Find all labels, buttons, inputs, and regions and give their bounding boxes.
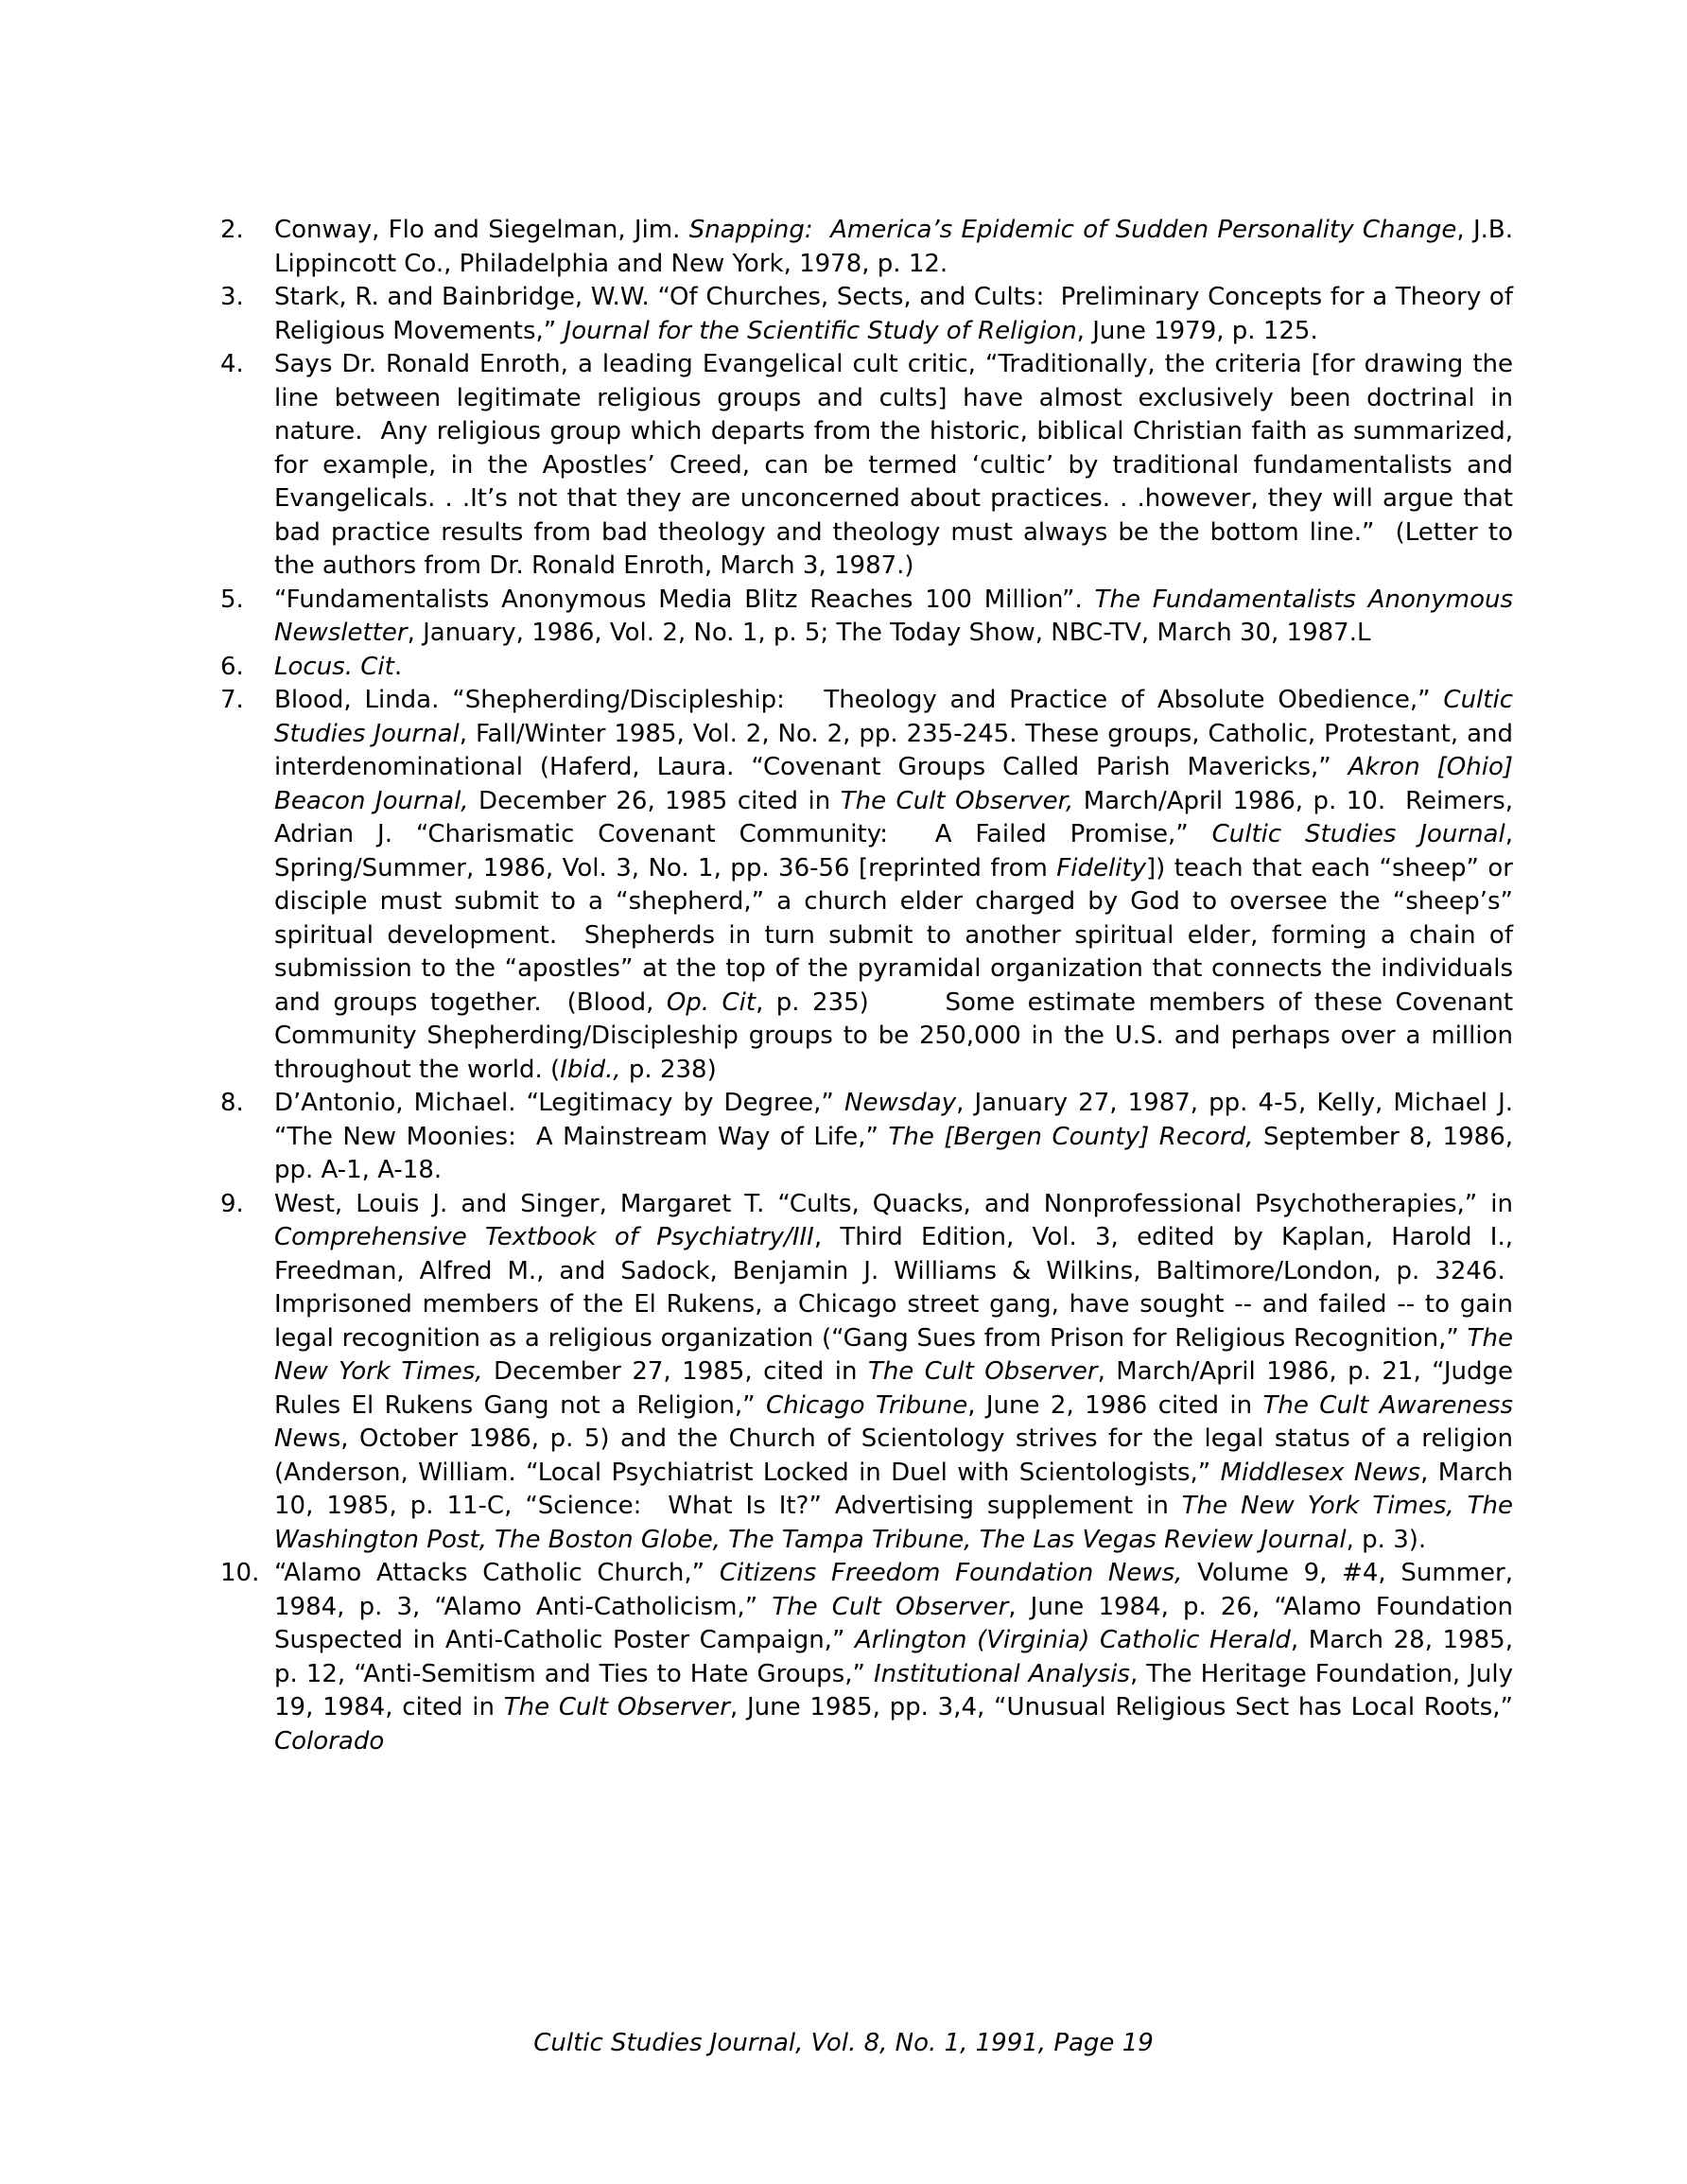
reference-text-segment: Fidelity bbox=[1056, 853, 1146, 882]
reference-text-segment: , March/April 1986, p. 21, “Judge Rules El Rukens Gang not a Religion,” bbox=[274, 1357, 1513, 1420]
reference-text-segment: , Third Edition, Vol. 3, edited by Kaplan, Harold I., Freedman, Alfred M., and Sadock, Benjamin J. Williams & Wilkins, Baltimore/London, p. 3246. Imprisoned members of the El Rukens, a Chicago street gang, have sought -- and failed -- to gain legal recognition as a religious organization (“Gang Sues from Prison for Religious Recognition,” bbox=[274, 1223, 1513, 1353]
reference-text-segment: , Spring/Summer, 1986, Vol. 3, No. 1, pp. 36-56 [reprinted from bbox=[274, 820, 1513, 882]
reference-item bbox=[220, 1087, 1513, 1188]
reference-text-segment: Snapping: America’s Epidemic of Sudden Personality Change bbox=[688, 216, 1457, 244]
reference-text-segment: September 8, 1986, pp. A-1, A-18. bbox=[274, 1122, 1513, 1184]
reference-text-segment: , The Heritage Foundation, July 19, 1984, cited in bbox=[274, 1659, 1513, 1721]
reference-text-segment: D’Antonio, Michael. “Legitimacy by Degree,” bbox=[274, 1089, 844, 1117]
reference-text-segment: Chicago Tribune bbox=[766, 1390, 968, 1420]
reference-text-segment: The Cult Observer, bbox=[840, 786, 1074, 815]
reference-item bbox=[220, 214, 1513, 281]
reference-text-segment: December 26, 1985 cited in bbox=[468, 786, 841, 815]
reference-text bbox=[274, 686, 1513, 1084]
reference-number: 10. bbox=[220, 1559, 260, 1587]
reference-item bbox=[220, 584, 1513, 651]
reference-text-segment: Blood, Linda. “Shepherding/Discipleship: Theology and Practice of Absolute Obedience,” bbox=[274, 686, 1444, 714]
reference-text-segment: The New York Times, bbox=[274, 1323, 1513, 1386]
reference-item bbox=[220, 281, 1513, 348]
reference-text-segment: Cultic Studies Journal bbox=[1211, 820, 1505, 848]
reference-text-segment: Akron [Ohio] Beacon Journal, bbox=[274, 753, 1514, 815]
reference-number: 5. bbox=[220, 585, 244, 614]
reference-text-segment: , June 1979, p. 125. bbox=[1076, 316, 1318, 345]
reference-text-segment: “Fundamentalists Anonymous Media Blitz Reaches 100 Million”. bbox=[274, 585, 1095, 614]
reference-text bbox=[274, 653, 402, 681]
reference-text bbox=[274, 1190, 1513, 1554]
reference-text bbox=[274, 1559, 1513, 1756]
reference-text bbox=[274, 283, 1513, 345]
reference-text-segment: Ibid., bbox=[560, 1055, 621, 1084]
reference-text-segment: The Cult Observer bbox=[867, 1357, 1098, 1386]
reference-text-segment: Middlesex News bbox=[1220, 1458, 1421, 1487]
reference-item bbox=[220, 1557, 1513, 1758]
page-footer: Cultic Studies Journal, Vol. 8, No. 1, 1991, Page 19 bbox=[533, 2029, 1154, 2057]
reference-text-segment: The Cult Awareness Ne bbox=[274, 1390, 1514, 1453]
reference-text-segment: Volume 9, #4, Summer, 1984, p. 3, “Alamo Anti-Catholicism,” bbox=[274, 1559, 1513, 1621]
reference-number: 2. bbox=[220, 216, 244, 244]
reference-item bbox=[220, 1188, 1513, 1558]
reference-text-segment: The [Bergen County] Record, bbox=[888, 1122, 1254, 1151]
reference-text-segment: Conway, Flo and Siegelman, Jim. bbox=[274, 216, 689, 244]
reference-text-segment: The New York Times, The Washington Post, The Boston Globe, The Tampa Tribune, The Las Vegas Review Journal bbox=[274, 1492, 1514, 1554]
reference-text-segment: Locus. Cit bbox=[274, 652, 394, 681]
reference-text-segment: The Cult Observer bbox=[503, 1693, 730, 1721]
reference-text-segment: , January, 1986, Vol. 2, No. 1, p. 5; The Today Show, NBC-TV, March 30, 1987.L bbox=[407, 619, 1371, 647]
reference-number: 9. bbox=[220, 1189, 244, 1218]
reference-text bbox=[274, 585, 1513, 648]
reference-text-segment: , March 28, 1985, p. 12, “Anti-Semitism and Ties to Hate Groups,” bbox=[274, 1626, 1513, 1688]
reference-text-segment: Op. Cit bbox=[666, 987, 757, 1017]
reference-text bbox=[274, 350, 1513, 580]
reference-text bbox=[274, 1089, 1513, 1184]
reference-number: 3. bbox=[220, 283, 244, 311]
reference-text-segment: December 27, 1985, cited in bbox=[482, 1357, 868, 1386]
reference-text-segment: , p. 3). bbox=[1346, 1525, 1427, 1554]
reference-text-segment: , March 10, 1985, p. 11-C, “Science: What Is It?” Advertising supplement in bbox=[274, 1458, 1513, 1520]
reference-text-segment: March/April 1986, p. 10. Reimers, Adrian J. “Charismatic Covenant Community: A Failed Promise,” bbox=[274, 786, 1514, 848]
reference-text-segment: Journal for the Scientific Study of Religion bbox=[564, 316, 1077, 345]
reference-text-segment: ]) teach that each “sheep” or disciple must submit to a “shepherd,” a church elder charged by God to oversee the “sheep’s” spiritual development. Shepherds in turn submit to another spiritual elder, forming a chain of submission to the “apostles” at the top of the pyramidal organization that connects the individuals and groups together. (Blood, bbox=[274, 853, 1513, 1017]
reference-text-segment: Colorado bbox=[274, 1726, 385, 1756]
reference-number: 8. bbox=[220, 1089, 244, 1117]
reference-text-segment: Says Dr. Ronald Enroth, a leading Evangelical cult critic, “Traditionally, the criteria [for drawing the line between legitimate religious groups and cults] have almost exclusively been doctrinal in nature. Any religious group which departs from the historic, biblical Christian faith as summarized, for example, in the Apostles’ Creed, can be termed ‘cultic’ by traditional fundamentalists and Evangelicals. . .It’s not that they are unconcerned about practices. . .however, they will argue that bad practice results from bad theology and theology must always be the bottom line.” (Letter to the authors from Dr. Ronald Enroth, March 3, 1987.) bbox=[274, 350, 1513, 580]
reference-text-segment: p. 238) bbox=[620, 1055, 717, 1084]
reference-number: 4. bbox=[220, 350, 244, 378]
reference-text-segment: Stark, R. and Bainbridge, W.W. “Of Churches, Sects, and Cults: Preliminary Concepts for a Theory of Religious Movements,” bbox=[274, 283, 1513, 345]
reference-number: 6. bbox=[220, 652, 244, 681]
reference-text-segment: ws, October 1986, p. 5) and the Church of Scientology strives for the legal status of a religion (Anderson, William. “Local Psychiatrist Locked in Duel with Scientologists,” bbox=[274, 1424, 1513, 1487]
reference-item bbox=[220, 348, 1513, 584]
reference-text-segment: , J.B. Lippincott Co., Philadelphia and New York, 1978, p. 12. bbox=[274, 216, 1513, 278]
reference-text-segment: , January 27, 1987, pp. 4-5, Kelly, Michael J. “The New Moonies: A Mainstream Way of Life,” bbox=[274, 1089, 1513, 1151]
reference-text-segment: Institutional Analysis bbox=[874, 1659, 1130, 1688]
references-list bbox=[220, 214, 1513, 1758]
reference-text-segment: Comprehensive Textbook of Psychiatry/III bbox=[274, 1223, 814, 1251]
reference-text-segment: , June 1985, pp. 3,4, “Unusual Religious Sect has Local Roots,” bbox=[729, 1693, 1513, 1721]
reference-text-segment: West, Louis J. and Singer, Margaret T. “Cults, Quacks, and Nonprofessional Psychotherapies,” in bbox=[274, 1189, 1513, 1218]
reference-text-segment: Arlington (Virginia) Catholic Herald bbox=[855, 1626, 1291, 1654]
reference-text-segment: . bbox=[393, 652, 403, 681]
reference-text-segment: , p. 235) Some estimate members of these Covenant Community Shepherding/Discipleship groups to be 250,000 in the U.S. and perhaps over a million throughout the world. ( bbox=[274, 987, 1514, 1084]
reference-text-segment: Citizens Freedom Foundation News, bbox=[719, 1559, 1183, 1587]
reference-number: 7. bbox=[220, 686, 244, 714]
reference-text-segment: The Cult Observer bbox=[772, 1592, 1009, 1621]
reference-text-segment: , Fall/Winter 1985, Vol. 2, No. 2, pp. 235-245. These groups, Catholic, Protestant, and interdenominational (Haferd, Laura. “Covenant Groups Called Parish Mavericks,” bbox=[274, 719, 1513, 781]
reference-text bbox=[274, 216, 1513, 278]
reference-text-segment: , June 2, 1986 cited in bbox=[967, 1390, 1263, 1420]
reference-text-segment: Cultic Studies Journal bbox=[274, 686, 1513, 748]
reference-text-segment: Newsday bbox=[844, 1089, 957, 1117]
reference-item bbox=[220, 684, 1513, 1087]
reference-text-segment: , June 1984, p. 26, “Alamo Foundation Suspected in Anti-Catholic Poster Campaign,” bbox=[274, 1592, 1513, 1654]
reference-text-segment: The Fundamentalists Anonymous Newsletter bbox=[274, 585, 1514, 647]
reference-item bbox=[220, 651, 1513, 685]
reference-text-segment: “Alamo Attacks Catholic Church,” bbox=[274, 1559, 720, 1587]
